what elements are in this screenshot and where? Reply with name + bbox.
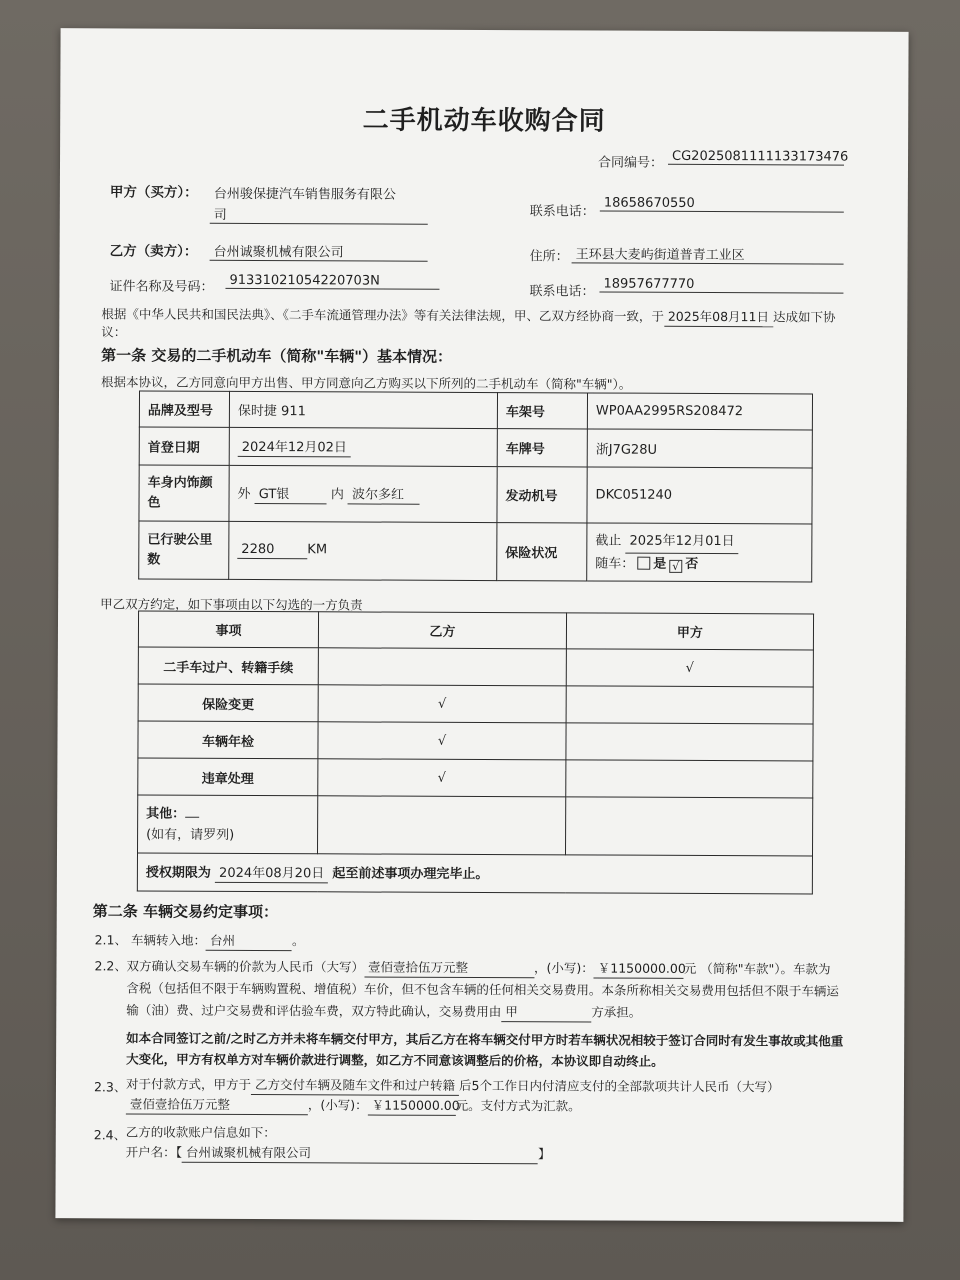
resp-other-b[interactable]	[318, 796, 566, 855]
intro-text-c: 议：	[101, 324, 127, 340]
km-unit: KM	[307, 542, 328, 558]
color-label-1: 车身内饰颜	[147, 475, 213, 491]
resp-a-2[interactable]	[566, 723, 813, 761]
resp-b-2[interactable]: √	[318, 722, 566, 760]
km-label-1: 已行驶公里	[147, 532, 213, 548]
c22-f: 方承担。	[591, 1004, 642, 1020]
resp-other-label: 其他：	[146, 806, 186, 822]
ins-follow-label: 随车：	[595, 555, 635, 572]
c23-cond[interactable]: 乙方交付车辆及随车文件和过户转籍	[251, 1075, 459, 1096]
c24-no: 2.4、	[93, 1127, 127, 1143]
resp-other-a[interactable]	[565, 797, 812, 856]
yes-checkbox[interactable]	[637, 556, 650, 569]
auth-row	[137, 853, 812, 894]
resp-a-0[interactable]: √	[566, 649, 813, 687]
c24-holder-label: 开户名：	[125, 1144, 176, 1160]
buyer-phone-label: 联系电话：	[529, 204, 595, 220]
resp-h-a: 甲方	[566, 613, 813, 650]
c22-line3	[126, 1000, 641, 1022]
c22-a: 双方确认交易车辆的价款为人民币（大写）	[126, 958, 365, 975]
buyer-phone-field[interactable]: 18658670550	[600, 196, 844, 213]
c22-party[interactable]: 甲	[501, 1002, 591, 1022]
resp-item-3: 违章处理	[138, 758, 318, 796]
seller-phone-field[interactable]: 18957677770	[599, 277, 843, 294]
resp-table	[137, 610, 814, 894]
resp-b-3[interactable]: √	[318, 759, 566, 797]
c23-line2	[126, 1094, 581, 1116]
km-label-2: 数	[147, 552, 161, 568]
resp-other-field[interactable]	[185, 815, 199, 817]
engine-value[interactable]: DKC051240	[587, 467, 812, 524]
resp-a-1[interactable]	[566, 686, 813, 724]
resp-other	[138, 795, 318, 854]
seller-addr-field[interactable]: 王环县大麦屿街道普青工业区	[572, 243, 844, 264]
engine-label: 发动机号	[497, 467, 587, 523]
buyer-name-line1[interactable]: 台州骏保捷汽车销售服务有限公	[213, 186, 396, 203]
clause-2-1	[95, 930, 305, 951]
buyer-name-line2[interactable]: 司	[210, 204, 428, 225]
c23-no: 2.3、	[93, 1079, 127, 1095]
resp-item-0: 二手车过户、转籍手续	[138, 647, 318, 685]
id-field[interactable]: 91331021054220703N	[225, 273, 439, 290]
ext-prefix: 外	[237, 486, 251, 502]
c22-e: 输（油）费、过户交易费和评估验车费，双方特此确认，交易费用由	[126, 1002, 502, 1020]
plate-value[interactable]: 浙J7G28U	[587, 429, 812, 468]
c23-lower[interactable]: ￥1150000.00	[368, 1096, 456, 1116]
c22-no: 2.2、	[94, 958, 127, 974]
c23-b: 后5个工作日内付清应支付的全部款项共计人民币（大写）	[458, 1077, 780, 1095]
buyer-label: 甲方（买方）：	[109, 184, 198, 201]
resp-item-2: 车辆年检	[138, 721, 318, 759]
auth-prefix: 授权期限为	[145, 865, 211, 881]
auth-date[interactable]: 2024年08月20日	[215, 862, 328, 883]
int-prefix: 内	[330, 487, 344, 503]
seller-label: 乙方（卖方）：	[109, 243, 198, 260]
c22-lower[interactable]: ￥1150000.00	[594, 958, 684, 978]
resp-h-b: 乙方	[318, 612, 566, 649]
c21-no: 2.1、	[94, 932, 128, 948]
article1-intro: 根据本协议，乙方同意向甲方出售、甲方同意向乙方购买以下所列的二手机动车（简称"车辆"）。	[101, 374, 632, 392]
c24-a: 乙方的收款账户信息如下：	[125, 1124, 276, 1141]
ins-cell	[587, 523, 812, 582]
resp-other-hint: (如有，请罗列)	[146, 827, 235, 843]
c22-bold-1: 如本合同签订之前/之时乙方并未将车辆交付甲方，其后乙方在将车辆交付甲方时若车辆状况相较于签订合同时有发生事故或其他重	[126, 1030, 844, 1049]
page-title: 二手机动车收购合同	[362, 105, 606, 137]
c21-b: 。	[291, 933, 305, 949]
reg-label: 首登日期	[139, 427, 229, 465]
no-checkbox[interactable]: √	[669, 559, 682, 572]
auth-suffix: 起至前述事项办理完毕止。	[332, 866, 489, 883]
resp-intro: 甲乙双方约定，如下事项由以下勾选的一方负责	[100, 596, 363, 613]
contract-no-label: 合同编号：	[597, 155, 664, 171]
km-value[interactable]: 2280	[237, 542, 307, 559]
c22-upper[interactable]: 壹佰壹拾伍万元整	[364, 957, 534, 978]
intro-text-b: 达成如下协	[772, 309, 836, 325]
c23-c: ，(小写)：	[307, 1097, 368, 1113]
article2-title: 第二条 车辆交易约定事项：	[92, 902, 279, 922]
resp-b-0[interactable]	[318, 648, 566, 686]
color-label	[139, 465, 229, 521]
intro-date[interactable]: 2025年08月11日	[664, 307, 773, 327]
brand-label: 品牌及型号	[139, 391, 229, 427]
resp-h-item: 事项	[138, 611, 318, 648]
vehicle-table	[138, 391, 813, 583]
c22-line1	[126, 956, 830, 979]
brand-value[interactable]: 保时捷 911	[229, 391, 497, 428]
ins-label: 保险状况	[497, 523, 587, 581]
resp-item-1: 保险变更	[138, 684, 318, 722]
no-label: 否	[685, 556, 699, 572]
c22-bold-2: 大变化，甲方有权单方对车辆价款进行调整，如乙方不同意该调整后的价格，本协议即自动终止。	[126, 1051, 664, 1069]
c22-d: 含税（包括但不限于车辆购置税、增值税）车价，但不包含车辆的任何相关交易费用。本条所称相关交易费用包括但不限于车辆运	[126, 980, 839, 999]
int-color[interactable]: 波尔多红	[348, 483, 420, 504]
c23-line1	[126, 1074, 780, 1097]
km-cell	[229, 521, 497, 580]
color-cell	[229, 465, 497, 522]
frame-value[interactable]: WP0AA2995RS208472	[587, 393, 812, 430]
intro-text-a: 根据《中华人民共和国民法典》、《二手车流通管理办法》等有关法律法规，甲、乙双方经协商一致，于	[101, 306, 664, 324]
seller-name-field[interactable]: 台州诚聚机械有限公司	[210, 241, 428, 262]
article1-title: 第一条 交易的二手机动车（简称"车辆"）基本情况：	[101, 346, 453, 366]
c21-a: 车辆转入地：	[130, 932, 207, 948]
c23-upper[interactable]: 壹佰壹拾伍万元整	[126, 1094, 308, 1115]
contract-paper	[55, 28, 908, 1222]
seller-phone-label: 联系电话：	[529, 284, 595, 300]
seller-addr-label: 住所：	[529, 249, 569, 265]
ins-until[interactable]: 2025年12月01日	[625, 530, 738, 553]
reg-cell	[229, 427, 497, 466]
c24-holder-row: 开户名：【 台州诚聚机械有限公司 】	[126, 1142, 551, 1164]
c22-c: 元 （简称"车款"）。车款为	[683, 960, 831, 977]
c23-a: 对于付款方式，甲方于	[125, 1076, 252, 1092]
resp-a-3[interactable]	[566, 760, 813, 798]
c23-d: 元。支付方式为汇款。	[455, 1097, 581, 1114]
c24-holder[interactable]: 台州诚聚机械有限公司	[182, 1143, 538, 1165]
ins-until-prefix: 截止	[595, 532, 622, 549]
contract-no-field[interactable]: CG2025081111133173476	[668, 149, 844, 166]
yes-label: 是	[653, 556, 667, 572]
frame-label: 车架号	[497, 393, 587, 429]
plate-label: 车牌号	[497, 429, 587, 467]
c21-value[interactable]: 台州	[206, 931, 292, 951]
id-label: 证件名称及号码：	[109, 279, 214, 295]
reg-value[interactable]: 2024年12月02日	[238, 436, 351, 457]
km-label	[139, 521, 229, 579]
ext-color[interactable]: GT银	[255, 483, 327, 504]
color-label-2: 色	[147, 495, 161, 511]
c22-b: ，(小写)：	[533, 960, 594, 976]
resp-b-1[interactable]: √	[318, 685, 566, 723]
intro-text	[101, 304, 835, 327]
